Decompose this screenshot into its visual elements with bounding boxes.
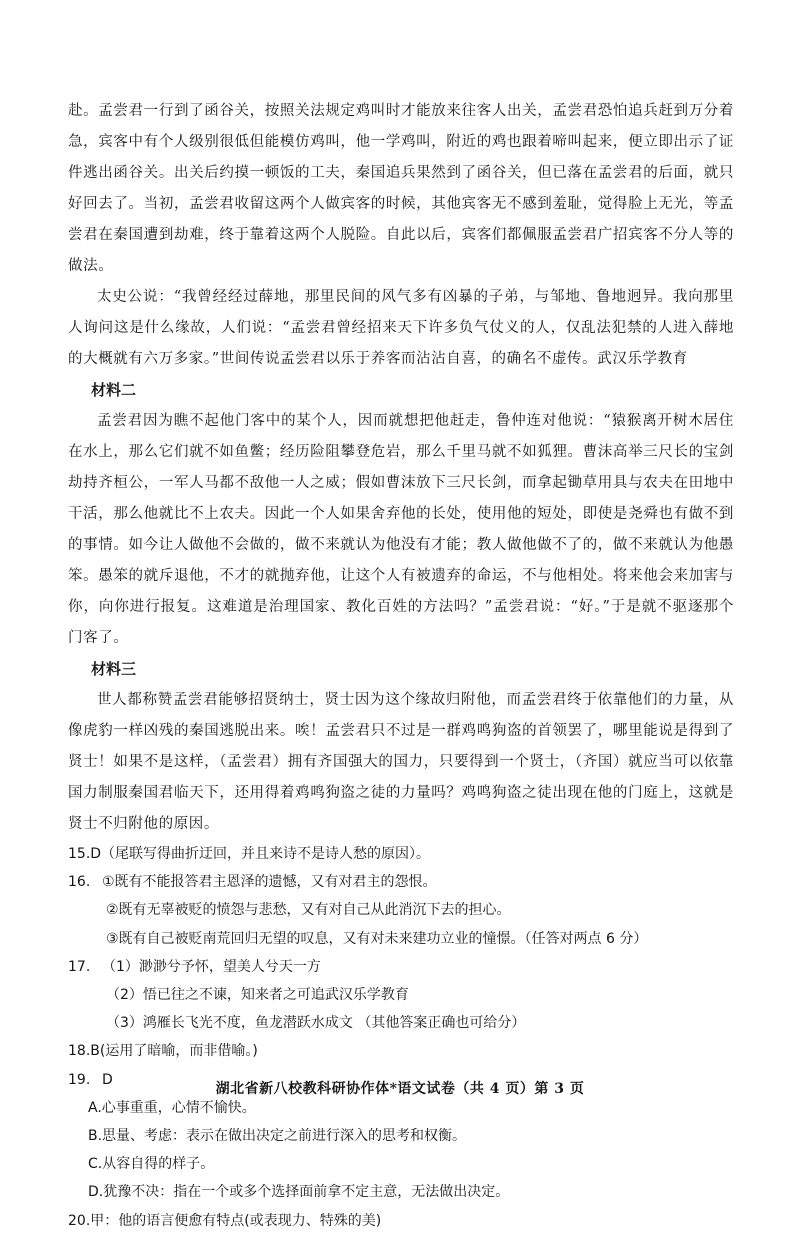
material2-paragraph: 孟尝君因为瞧不起他门客中的某个人，因而就想把他赶走，鲁仲连对他说：“猿猴离开树木居住在水上，那么它们就不如鱼鳖；经历险阻攀登危岩，那么千里马就不如狐狸。曹沫高举三尺长的宝剑劫持齐桓公，一军人马都不敌他一人之威；假如曹沫放下三尺长剑，而拿起锄草用具与农夫在田地中干活，那么他就比不上农夫。因此一个人如果舍弃他的长处，使用他的短处，即使是尧舜也有做不到的事情。如今让人做他不会做的，做不来就认为他没有才能；教人做他做不了的，做不来就认为他愚笨。愚笨的就斥退他，不才的就抛弃他，让这个人有被遗弃的命运，不与他相处。将来他会来加害与你，向你进行报复。这难道是治理国家、教化百姓的方法吗？”孟尝君说：“好。”于是就不驱逐那个门客了。 xyxy=(68,413,734,646)
answer-19-option-c: C.从容自得的样子。 xyxy=(88,1156,215,1173)
material3-title: 材料三 xyxy=(91,660,137,678)
material1-paragraph-1: 赴。孟尝君一行到了函谷关，按照关法规定鸡叫时才能放来往客人出关，孟尝君恐怕追兵赶到万分着急，宾客中有个人级别很低但能模仿鸡叫，他一学鸡叫，附近的鸡也跟着啼叫起来，便立即出示了证件逃出函谷关。出关后约摸一顿饭的工夫，秦国追兵果然到了函谷关，但已落在孟尝君的后面，就只好回去了。当初，孟尝君收留这两个人做宾客的时候，其他宾客无不感到羞耻，觉得脸上无光，等孟尝君在秦国遭到劫难，终于靠着这两个人脱险。自此以后，宾客们都佩服孟尝君广招宾客不分人等的做法。 xyxy=(68,103,734,274)
answer-18: 18.B(运用了暗喻，而非借喻。) xyxy=(68,1043,258,1060)
answer-17-item-2: （2）悟已往之不谏，知来者之可追武汉乐学教育 xyxy=(106,987,409,1004)
answer-key xyxy=(68,840,734,1235)
answer-19-option-d: D.犹豫不决：指在一个或多个选择面前拿不定主意，无法做出决定。 xyxy=(88,1184,510,1201)
material1-paragraph-2: 太史公说：“我曾经经过薛地，那里民间的风气多有凶暴的子弟，与邹地、鲁地迥异。我向那里人询问这是什么缘故，人们说：“孟尝君曾经招来天下许多负气仗义的人，仅乱法犯禁的人进入薛地的大概就有六万多家。”世间传说孟尝君以乐于养客而沾沾自喜，的确名不虚传。武汉乐学教育 xyxy=(68,289,734,367)
material3-paragraph: 世人都称赞孟尝君能够招贤纳士，贤士因为这个缘故归附他，而孟尝君终于依靠他们的力量，从像虎豹一样凶残的秦国逃脱出来。唉！孟尝君只不过是一群鸡鸣狗盗的首领罢了，哪里能说是得到了贤士！如果不是这样，（孟尝君）拥有齐国强大的国力，只要得到一个贤士，（齐国）就应当可以依靠国力制服秦国君临天下，还用得着鸡鸣狗盗之徒的力量吗？鸡鸣狗盗之徒出现在他的门庭上，这就是贤士不归附他的原因。 xyxy=(68,692,734,832)
document-body xyxy=(68,96,734,1235)
answer-15: 15.D（尾联写得曲折迂回，并且来诗不是诗人愁的原因）。 xyxy=(68,846,431,862)
answer-19-option-a: A.心事重重，心情不愉快。 xyxy=(88,1099,256,1116)
answer-19-option-b: B.思量、考虑：表示在做出决定之前进行深入的思考和权衡。 xyxy=(88,1128,467,1145)
answer-20: 20.甲：他的语言便愈有特点(或表现力、特殊的美) xyxy=(68,1212,382,1229)
material2-title: 材料二 xyxy=(91,381,137,399)
page-footer: 湖北省新八校教科研协作体*语文试卷（共 4 页）第 3 页 xyxy=(215,1081,585,1097)
answer-17-item-3: （3）鸿雁长飞光不度，鱼龙潜跃水成文 （其他答案正确也可给分） xyxy=(106,1015,526,1032)
answer-17: 17. （1）渺渺兮予怀，望美人兮天一方 xyxy=(68,958,321,975)
answer-19: 19. D xyxy=(68,1071,113,1088)
answer-16: 16. ①既有不能报答君主恩泽的遗憾，又有对君主的怨恨。 xyxy=(68,874,437,891)
answer-16-item-3: ③既有自己被贬南荒回归无望的叹息，又有对未来建功立业的憧憬。（任答对两点 6 分） xyxy=(106,930,648,947)
answer-16-item-2: ②既有无辜被贬的愤怨与悲愁，又有对自己从此消沉下去的担心。 xyxy=(106,902,511,919)
